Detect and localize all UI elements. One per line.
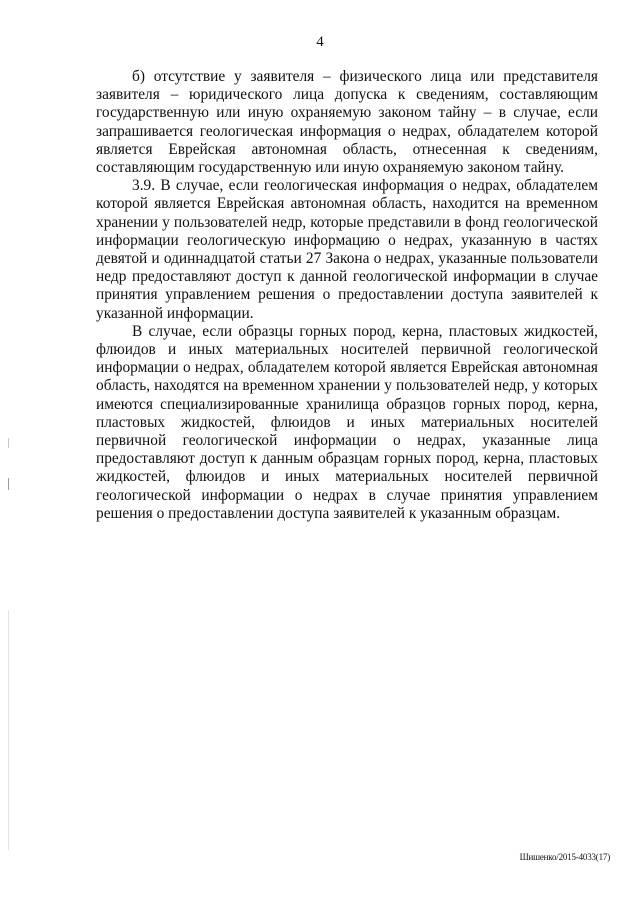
paragraph-b: б) отсутствие у заявителя – физического лица или представителя заявителя – юридического лица допуска к сведениям, составляющим государственную или иную охраняемую законом тайну – в случае, если запрашивается геологическая информация о недрах, обладателем которой является Еврейская автономная область, отнесенная к сведениям, составляющим государственную или иную охраняемую законом тайну. [96, 68, 598, 177]
scan-artifact [8, 478, 9, 490]
paragraph-samples: В случае, если образцы горных пород, керна, пластовых жидкостей, флюидов и иных материальных носителей первичной геологической информации о недрах, обладателем которой является Еврейская автономная область, находятся на временном хранении у пользователей недр, у которых имеются специализированные хранилища образцов горных пород, керна, пластовых жидкостей, флюидов и иных материальных носителей первичной геологической информации о недрах, указанные лица предоставляют доступ к данным образцам горных пород, керна, пластовых жидкостей, флюидов и иных материальных носителей первичной геологической информации о недрах в случае принятия управлением решения о предоставлении доступа заявителей к указанным образцам. [96, 322, 598, 522]
scan-artifact [8, 610, 9, 850]
paragraph-3-9: 3.9. В случае, если геологическая информация о недрах, обладателем которой является Еврейская автономная область, находится на временном хранении у пользователей недр, которые представили в фонд геологической информации геологическую информацию о недрах, указанную в частях девятой и одиннадцатой статьи 27 Закона о недрах, указанные пользователи недр предоставляют доступ к данной геологической информации в случае принятия управлением решения о предоставлении доступа заявителей к указанной информации. [96, 177, 598, 322]
footer-code: Шишенко/2015-4033(17) [519, 852, 610, 862]
document-body [96, 68, 598, 523]
page-number: 4 [316, 34, 324, 50]
scan-artifact [8, 438, 9, 448]
